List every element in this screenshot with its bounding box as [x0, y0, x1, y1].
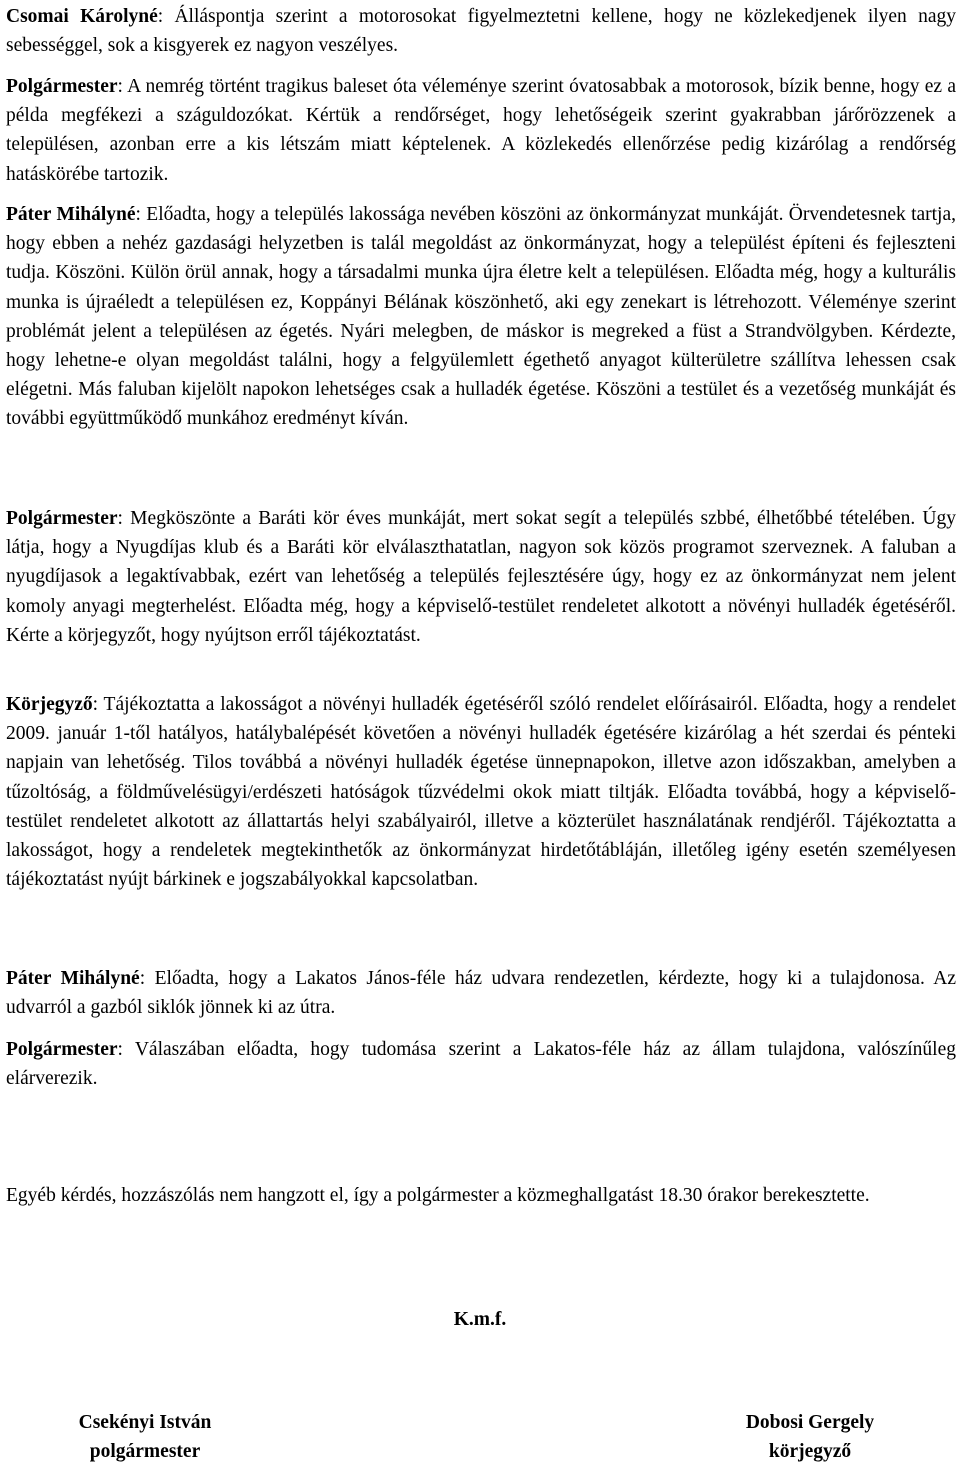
speaker-name: Páter Mihályné	[6, 204, 136, 225]
speaker-name: Páter Mihályné	[6, 968, 140, 989]
signature-name: Dobosi Gergely	[745, 1412, 875, 1433]
paragraph-text: : A nemrég történt tragikus baleset óta véleménye szerint óvatosabbak a motorosok, bízik benne, hogy ez a példa megfékezi a száguldozókat. Kértük a rendőrséget, hogy lehetőségeik szerint gyakrabban járőrözzenek a településen, azonban erre a kis létszám miatt képtelenek. A közlekedés ellenőrzése pedig kizárólag a rendőrség hatáskörébe tartozik.	[6, 76, 956, 185]
signature-title: polgármester	[89, 1441, 201, 1462]
speaker-name: Körjegyző	[6, 694, 93, 715]
paragraph-polgarmester-3	[6, 1035, 956, 1093]
paragraph-text: : Álláspontja szerint a motorosokat figyelmeztetni kellene, hogy ne közlekedjenek ilyen nagy sebességgel, sok a kisgyerek ez nagyon veszélyes.	[6, 6, 956, 57]
paragraph-polgarmester-2	[6, 504, 956, 650]
speaker-name: Polgármester	[6, 76, 118, 97]
signature-right	[680, 1408, 940, 1466]
speaker-name: Polgármester	[6, 1039, 118, 1060]
kmf-label: K.m.f.	[453, 1309, 507, 1330]
speaker-name: Csomai Károlyné	[6, 6, 158, 27]
paragraph-pater-2	[6, 964, 956, 1022]
speaker-name: Polgármester	[6, 508, 118, 529]
signature-left	[15, 1408, 275, 1466]
paragraph-csomai	[6, 2, 956, 60]
signature-name: Csekényi István	[78, 1412, 212, 1433]
paragraph-text: : Előadta, hogy a Lakatos János-féle ház udvara rendezetlen, kérdezte, hogy ki a tulajdonosa. Az udvarról a gazból siklók jönnek ki az útra.	[6, 968, 956, 1019]
signature-title: körjegyző	[768, 1441, 852, 1462]
paragraph-polgarmester-1	[6, 72, 956, 189]
paragraph-text: : Megköszönte a Baráti kör éves munkáját, mert sokat segít a település szbbé, élhetőbbé tételében. Úgy látja, hogy a Nyugdíjas klub és a Baráti kör elválaszthatatlan, nagyon sok közös programot szerveznek. A faluban a nyugdíjasok a legaktívabbak, ezért van lehetőség a település fejlesztésére úgy, hogy ez az önkormányzat nem jelent komoly anyagi megterhelést. Előadta még, hogy a képviselő-testület rendeletet alkotott a növényi hulladék égetéséről. Kérte a körjegyzőt, hogy nyújtson erről tájékoztatást.	[6, 508, 956, 646]
paragraph-korjegyzo	[6, 690, 956, 894]
paragraph-text: : Előadta, hogy a település lakossága nevében köszöni az önkormányzat munkáját. Örvendetesnek tartja, hogy ebben a nehéz gazdasági helyzetben is talál megoldást az önkormányzat, hogy a települést építeni és fejleszteni tudja. Köszöni. Külön örül annak, hogy a társadalmi munka újra életre kelt a településen. Előadta még, hogy a kulturális munka is újraéledt a településen ez, Koppányi Bélának köszönhető, aki egy zenekart is létrehozott. Véleménye szerint problémát jelent a településen az égetés. Nyári melegben, de máskor is megreked a füst a Strandvölgyben. Kérdezte, hogy lehetne-e olyan megoldást találni, hogy a felgyülemlett égethető anyagot külterületre szállítva lehessen csak elégetni. Más faluban kijelölt napokon lehetséges csak a hulladék égetése. Köszöni a testület és a vezetőség munkáját és további együttműködő munkához eredményt kíván.	[6, 204, 956, 430]
paragraph-text: : Tájékoztatta a lakosságot a növényi hulladék égetéséről szóló rendelet előírásairól. Előadta, hogy a rendelet 2009. január 1-től hatályos, hatálybalépését követően a növényi hulladék égetésére kizárólag a hét szerdai és pénteki napjain van lehetőség. Tilos továbbá a növényi hulladék égetése ünnepnapokon, illetve azon időszakban, amelyben a tűzoltóság, a földművelésügyi/erdészeti hatóságok tűzvédelmi okok miatt tiltják. Előadta továbbá, hogy a képviselő-testület rendeletet alkotott az állattartás helyi szabályairól, illetve a közterület használatának rendjéről. Tájékoztatta a lakosságot, hogy a rendeletek megtekinthetők az önkormányzat hirdetőtábláján, illetőleg igény esetén személyesen tájékoztatást nyújt bárkinek e jogszabályokkal kapcsolatban.	[6, 694, 956, 891]
paragraph-text: : Válaszában előadta, hogy tudomása szerint a Lakatos-féle ház az állam tulajdona, valószínűleg elárverezik.	[6, 1039, 956, 1090]
closing-paragraph: Egyéb kérdés, hozzászólás nem hangzott el, így a polgármester a közmeghallgatást 18.30 órakor berekesztette.	[6, 1185, 870, 1206]
paragraph-pater-1	[6, 200, 956, 434]
